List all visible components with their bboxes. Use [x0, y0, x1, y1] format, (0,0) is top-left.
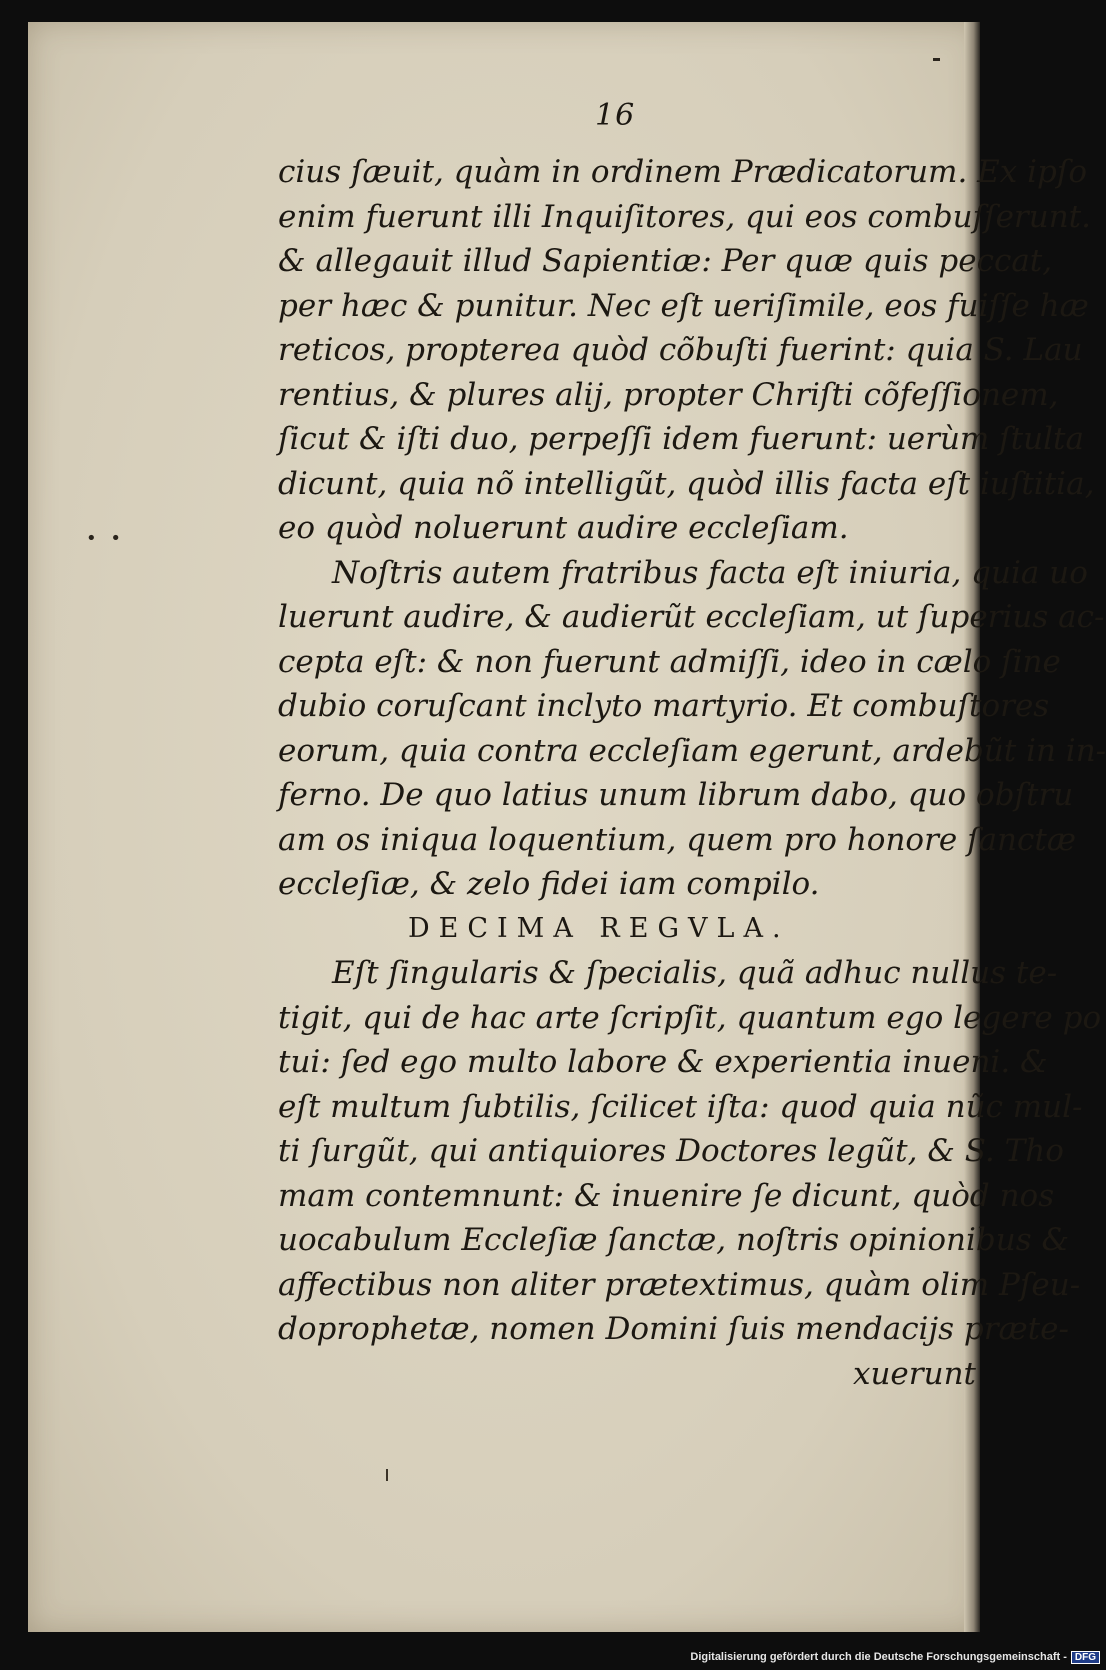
text-line: doprophetæ, nomen Domini ſuis mendacijs præte- [278, 1311, 1069, 1347]
text-line: dubio coruſcant inclyto martyrio. Et combuſtores [278, 688, 1050, 724]
text-line: per hæc & punitur. Nec eſt ueriſimile, eos fuiſſe hæ [278, 287, 1089, 324]
digitization-credit [690, 1651, 1100, 1664]
text-line: enim fuerunt illi Inquiſitores, qui eos combuſſerunt. [278, 198, 1091, 235]
catchword: xuerunt [852, 1355, 976, 1392]
book-page [28, 22, 1106, 1632]
text-line: luerunt audire, & audierũt eccleſiam, ut ſuperius ac- [278, 599, 1105, 635]
text-line: eccleſiæ, & zelo fidei iam compilo. [278, 866, 820, 902]
margin-mark: • • [86, 528, 125, 549]
credit-text: Digitalisierung gefördert durch die Deutsche Forschungsgemeinschaft - [690, 1651, 1067, 1663]
text-line: & allegauit illud Sapientiæ: Per quæ quis peccat, [278, 243, 1053, 279]
page-number: 16 [595, 98, 636, 133]
text-line: Noſtris autem fratribus facta eſt iniuria, quia uo [332, 554, 1088, 591]
text-line: ſicut & iſti duo, perpeſſi idem fuerunt: uerùm ſtulta [278, 421, 1084, 457]
dfg-logo: DFG [1071, 1651, 1100, 1664]
text-line: cius ſæuit, quàm in ordinem Prædicatorum. Ex ipſo [278, 154, 1088, 190]
text-line: uocabulum Eccleſiæ ſanctæ, noſtris opinionibus & [278, 1222, 1070, 1258]
text-line: dicunt, quia nõ intelligũt, quòd illis facta eſt iuſtitia, [278, 465, 1095, 502]
corner-mark [933, 58, 940, 61]
text-line: tigit, qui de hac arte ſcripſit, quantum ego legere po [278, 999, 1102, 1036]
text-line: affectibus non aliter prætextimus, quàm olim Pſeu- [278, 1266, 1081, 1303]
section-heading: DECIMA REGVLA. [408, 912, 790, 944]
text-line: ferno. De quo latius unum librum dabo, quo obſtru [278, 777, 1074, 813]
text-line: ti ſurgũt, qui antiquiores Doctores legũt, & S. Tho [278, 1133, 1064, 1169]
text-line: reticos, propterea quòd cõbuſti fuerint: quia S. Lau [278, 332, 1083, 368]
text-line: Eſt ſingularis & ſpecialis, quã adhuc nullus te- [332, 955, 1058, 991]
text-line: am os iniqua loquentium, quem pro honore ſanctæ [278, 821, 1076, 858]
text-block [278, 102, 1106, 1396]
ink-speck [386, 1469, 388, 1481]
text-line: rentius, & plures alij, propter Chriſti cõfeſſionem, [278, 376, 1059, 413]
text-line: cepta eſt: & non fuerunt admiſſi, ideo in cælo ſine [278, 643, 1061, 680]
text-line: eo quòd noluerunt audire eccleſiam. [278, 510, 849, 546]
text-line: eorum, quia contra eccleſiam egerunt, ardebũt in in- [278, 732, 1106, 769]
text-line: tui: ſed ego multo labore & experientia inueni. & [278, 1044, 1048, 1080]
text-line: mam contemnunt: & inuenire ſe dicunt, quòd nos [278, 1177, 1055, 1214]
text-line: eſt multum ſubtilis, ſcilicet iſta: quod quia nũc mul- [278, 1088, 1083, 1125]
